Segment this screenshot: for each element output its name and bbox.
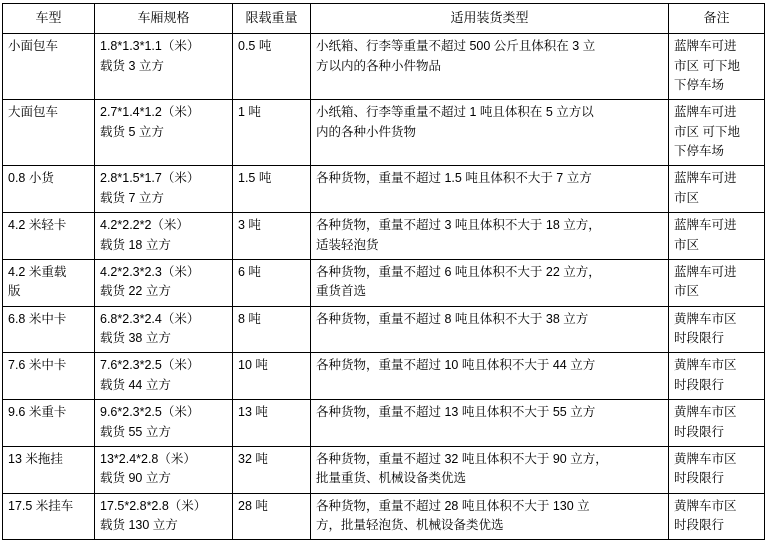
cell-compartment-spec: [95, 306, 233, 353]
table-row: [3, 400, 765, 447]
text-line: 内的各种小件货物: [316, 124, 417, 139]
text-line: 各种货物，重量不超过 28 吨且体积不大于 130 立: [316, 498, 590, 513]
cell-load-limit: [233, 306, 311, 353]
cell-load-limit: [233, 100, 311, 166]
cell-vehicle-type: [3, 34, 95, 100]
text-line: 载货 38 立方: [100, 331, 171, 346]
cell-cargo-type: [311, 493, 669, 540]
text-line: 28 吨: [238, 498, 268, 513]
table-body: [3, 34, 765, 540]
text-line: 9.6*2.3*2.5（米）: [100, 405, 200, 420]
text-line: 载货 55 立方: [100, 424, 171, 439]
cell-remark: [669, 166, 765, 213]
text-line: 13 吨: [238, 405, 268, 420]
cell-compartment-spec: [95, 400, 233, 447]
cell-remark: [669, 213, 765, 260]
text-line: 8 吨: [238, 311, 261, 326]
cell-remark: [669, 400, 765, 447]
cell-remark: [669, 259, 765, 306]
text-line: 黄牌车市区: [674, 498, 737, 513]
text-line: 0.5 吨: [238, 39, 272, 54]
text-line: 蓝牌车可进: [674, 105, 737, 120]
text-line: 4.2*2.3*2.3（米）: [100, 264, 200, 279]
text-line: 蓝牌车可进: [674, 264, 737, 279]
cell-remark: [669, 353, 765, 400]
text-line: 方以内的各种小件物品: [316, 58, 442, 73]
cell-vehicle-type: [3, 353, 95, 400]
text-line: 7.6 米中卡: [8, 358, 67, 373]
cell-vehicle-type: [3, 306, 95, 353]
cell-load-limit: [233, 166, 311, 213]
cell-vehicle-type: [3, 100, 95, 166]
text-line: 载货 90 立方: [100, 471, 171, 486]
text-line: 32 吨: [238, 451, 268, 466]
cell-vehicle-type: [3, 400, 95, 447]
table-row: [3, 446, 765, 493]
text-line: 17.5 米挂车: [8, 498, 74, 513]
text-line: 1 吨: [238, 105, 261, 120]
text-line: 黄牌车市区: [674, 311, 737, 326]
text-line: 黄牌车市区: [674, 358, 737, 373]
table-row: [3, 353, 765, 400]
text-line: 4.2*2.2*2（米）: [100, 218, 189, 233]
cell-vehicle-type: [3, 446, 95, 493]
cell-compartment-spec: [95, 353, 233, 400]
cell-cargo-type: [311, 34, 669, 100]
cell-cargo-type: [311, 400, 669, 447]
text-line: 黄牌车市区: [674, 451, 737, 466]
text-line: 大面包车: [8, 105, 59, 120]
table-header-row: [3, 4, 765, 34]
text-line: 市区: [674, 190, 700, 205]
text-line: 版: [8, 284, 21, 299]
cell-vehicle-type: [3, 166, 95, 213]
text-line: 各种货物，重量不超过 32 吨且体积不大于 90 立方，: [316, 451, 608, 466]
text-line: 6 吨: [238, 264, 261, 279]
cell-vehicle-type: [3, 259, 95, 306]
text-line: 时段限行: [674, 424, 725, 439]
text-line: 黄牌车市区: [674, 405, 737, 420]
text-line: 各种货物，重量不超过 1.5 吨且体积不大于 7 立方: [316, 171, 592, 186]
cell-cargo-type: [311, 306, 669, 353]
text-line: 时段限行: [674, 471, 725, 486]
cell-load-limit: [233, 34, 311, 100]
cell-load-limit: [233, 353, 311, 400]
text-line: 各种货物，重量不超过 3 吨且体积不大于 18 立方，: [316, 218, 601, 233]
cell-compartment-spec: [95, 259, 233, 306]
text-line: 小面包车: [8, 39, 59, 54]
text-line: 1.5 吨: [238, 171, 272, 186]
text-line: 9.6 米重卡: [8, 405, 67, 420]
text-line: 6.8*2.3*2.4（米）: [100, 311, 200, 326]
cell-compartment-spec: [95, 166, 233, 213]
text-line: 时段限行: [674, 518, 725, 533]
text-line: 13 米拖挂: [8, 451, 63, 466]
text-line: 载货 130 立方: [100, 518, 178, 533]
text-line: 下停车场: [674, 77, 725, 92]
table-row: [3, 34, 765, 100]
text-line: 17.5*2.8*2.8（米）: [100, 498, 207, 513]
table-row: [3, 306, 765, 353]
text-line: 载货 3 立方: [100, 58, 164, 73]
text-line: 10 吨: [238, 358, 268, 373]
text-line: 2.8*1.5*1.7（米）: [100, 171, 200, 186]
cell-load-limit: [233, 400, 311, 447]
cell-vehicle-type: [3, 213, 95, 260]
text-line: 7.6*2.3*2.5（米）: [100, 358, 200, 373]
text-line: 1.8*1.3*1.1（米）: [100, 39, 200, 54]
text-line: 4.2 米重载: [8, 264, 67, 279]
table-row: [3, 100, 765, 166]
cell-remark: [669, 306, 765, 353]
text-line: 市区: [674, 237, 700, 252]
text-line: 蓝牌车可进: [674, 218, 737, 233]
cell-compartment-spec: [95, 34, 233, 100]
text-line: 各种货物，重量不超过 6 吨且体积不大于 22 立方，: [316, 264, 601, 279]
text-line: 时段限行: [674, 331, 725, 346]
cell-load-limit: [233, 259, 311, 306]
table-header: [3, 4, 765, 34]
cell-remark: [669, 446, 765, 493]
text-line: 13*2.4*2.8（米）: [100, 451, 196, 466]
table-row: [3, 166, 765, 213]
column-header-load-limit: 限载重量: [233, 4, 311, 34]
text-line: 4.2 米轻卡: [8, 218, 67, 233]
text-line: 3 吨: [238, 218, 261, 233]
text-line: 各种货物，重量不超过 8 吨且体积不大于 38 立方: [316, 311, 589, 326]
cell-load-limit: [233, 446, 311, 493]
cell-load-limit: [233, 213, 311, 260]
table-row: [3, 493, 765, 540]
cell-compartment-spec: [95, 213, 233, 260]
text-line: 小纸箱、行李等重量不超过 500 公斤且体积在 3 立: [316, 39, 596, 54]
text-line: 载货 7 立方: [100, 190, 164, 205]
cell-compartment-spec: [95, 446, 233, 493]
cell-compartment-spec: [95, 100, 233, 166]
text-line: 各种货物，重量不超过 10 吨且体积不大于 44 立方: [316, 358, 596, 373]
text-line: 方，批量轻泡货、机械设备类优选: [316, 518, 504, 533]
text-line: 下停车场: [674, 144, 725, 159]
text-line: 蓝牌车可进: [674, 171, 737, 186]
cell-cargo-type: [311, 259, 669, 306]
cell-cargo-type: [311, 100, 669, 166]
vehicle-spec-table: [2, 3, 765, 540]
cell-vehicle-type: [3, 493, 95, 540]
cell-remark: [669, 100, 765, 166]
text-line: 时段限行: [674, 377, 725, 392]
column-header-cargo-type: 适用装货类型: [311, 4, 669, 34]
cell-cargo-type: [311, 446, 669, 493]
column-header-vehicle-type: 车型: [3, 4, 95, 34]
text-line: 重货首选: [316, 284, 367, 299]
text-line: 批量重货、机械设备类优选: [316, 471, 467, 486]
text-line: 各种货物，重量不超过 13 吨且体积不大于 55 立方: [316, 405, 596, 420]
text-line: 市区 可下地: [674, 58, 740, 73]
column-header-remark: 备注: [669, 4, 765, 34]
text-line: 0.8 小货: [8, 171, 54, 186]
text-line: 市区 可下地: [674, 124, 740, 139]
text-line: 适装轻泡货: [316, 237, 379, 252]
text-line: 小纸箱、行李等重量不超过 1 吨且体积在 5 立方以: [316, 105, 594, 120]
table-row: [3, 259, 765, 306]
cell-compartment-spec: [95, 493, 233, 540]
text-line: 2.7*1.4*1.2（米）: [100, 105, 200, 120]
text-line: 6.8 米中卡: [8, 311, 67, 326]
text-line: 载货 44 立方: [100, 377, 171, 392]
cell-cargo-type: [311, 353, 669, 400]
cell-remark: [669, 34, 765, 100]
cell-cargo-type: [311, 166, 669, 213]
text-line: 载货 18 立方: [100, 237, 171, 252]
text-line: 载货 22 立方: [100, 284, 171, 299]
column-header-compartment-spec: 车厢规格: [95, 4, 233, 34]
text-line: 蓝牌车可进: [674, 39, 737, 54]
cell-cargo-type: [311, 213, 669, 260]
table-row: [3, 213, 765, 260]
text-line: 载货 5 立方: [100, 124, 164, 139]
cell-load-limit: [233, 493, 311, 540]
cell-remark: [669, 493, 765, 540]
text-line: 市区: [674, 284, 700, 299]
